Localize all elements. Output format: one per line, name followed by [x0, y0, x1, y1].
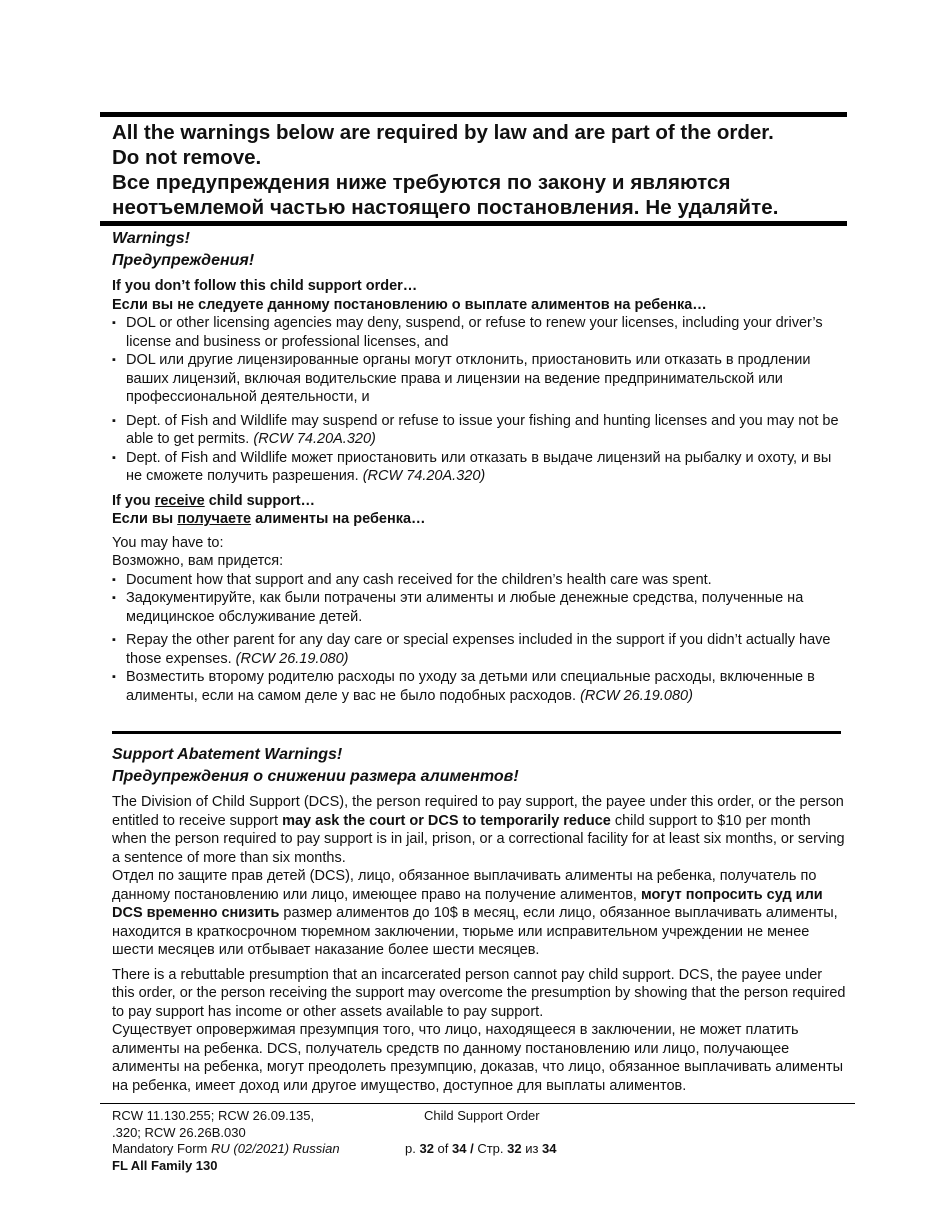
footer-rcw-line2: .320; RCW 26.26B.030: [112, 1124, 246, 1140]
abatement-p2-en: There is a rebuttable presumption that an incarcerated person cannot pay child support. DCS, the payee under this order, or the person receiving the support may overcome the presumption by showing that the person required to pay support has income or other assets available to pay support.: [112, 966, 846, 1020]
warnings-title-en: Warnings!: [112, 230, 190, 247]
bullet-repay-ru: Возместить второму родителю расходы по уходу за детьми или специальные расходы, включенные в алименты, если на самом деле у вас не было подобных расходов.: [126, 669, 815, 704]
list-item: [112, 571, 847, 590]
bullet-fish-en: Dept. of Fish and Wildlife may suspend or refuse to issue your fishing and hunting licenses and you may not be able to get permits.: [126, 412, 839, 447]
list-item: [112, 589, 847, 626]
section-divider: [112, 731, 841, 734]
banner-ru-line1: Все предупреждения ниже требуются по закону и являются: [112, 171, 731, 194]
footer-left: [112, 1108, 412, 1174]
list-item: [112, 631, 847, 668]
list-item: [112, 412, 847, 449]
footer-form-id: FL All Family 130: [112, 1157, 218, 1173]
abatement-title-ru: Предупреждения о снижении размера алиментов!: [112, 768, 519, 785]
bullet-repay-en: Repay the other parent for any day care or special expenses included in the support if you didn’t actually have those expenses.: [126, 632, 831, 667]
abatement-title-en: Support Abatement Warnings!: [112, 746, 343, 763]
bullet-document-ru: Задокументируйте, как были потрачены эти алименты и любые денежные средства, полученные на медицинское обслуживание детей.: [126, 590, 804, 625]
bullet-dol-en: DOL or other licensing agencies may deny, suspend, or refuse to renew your licenses, including your driver’s license and business or professional licenses, and: [126, 315, 823, 350]
bullet-dol-ru: DOL или другие лицензированные органы могут отклонить, приостановить или отказать в продлении ваших лицензий, включая водительские права и лицензии на ведение предпринимательской или профессиональной деятельности, и: [126, 352, 811, 405]
page-footer: [100, 1103, 855, 1173]
footer-page-number: p. 32 of 34 / Стр. 32 из 34: [405, 1141, 557, 1156]
warnings-section: [112, 228, 847, 705]
dont-follow-en: If you don’t follow this child support order…: [112, 278, 418, 294]
dont-follow-ru: Если вы не следуете данному постановлению о выплате алиментов на ребенка…: [112, 296, 707, 313]
receive-en: If you receive child support…: [112, 492, 316, 509]
abatement-p1-ru: Отдел по защите прав детей (DCS), лицо, обязанное выплачивать алименты на ребенка, получатель по данному постановлению или лицо, имеющее право на получение алиментов, могут попросить суд или DCS временно снизить размер алиментов до 10$ в месяц, если лицо, обязанное выплачивать алименты, находится в краткосрочном тюремном заключении, тюрьме или исправительном учреждении не менее шести месяцев или отбывает наказание более шести месяцев.: [112, 868, 838, 958]
list-item: [112, 449, 847, 486]
receive-list: [112, 571, 847, 706]
may-have-en: You may have to:: [112, 534, 224, 551]
banner-en-line1: All the warnings below are required by law and are part of the order.: [112, 121, 774, 144]
bullet-fish-en-ref: (RCW 74.20A.320): [253, 431, 376, 447]
consequence-list: [112, 314, 847, 486]
bullet-fish-ru: Dept. of Fish and Wildlife может приостановить или отказать в выдаче лицензий на рыбалку и охоту, и вы не сможете получить разрешения.: [126, 449, 832, 484]
receive-ru: Если вы получаете алименты на ребенка…: [112, 511, 426, 527]
bullet-fish-ru-ref: (RCW 74.20A.320): [362, 468, 486, 484]
banner-ru-line2: неотъемлемой частью настоящего постановления. Не удаляйте.: [112, 196, 779, 219]
list-item: [112, 668, 847, 705]
abatement-section: [112, 744, 847, 1095]
footer-rcw-line1: RCW 11.130.255; RCW 26.09.135,: [112, 1108, 315, 1123]
may-have-ru: Возможно, вам придется:: [112, 553, 284, 569]
bullet-repay-ru-ref: (RCW 26.19.080): [580, 687, 693, 704]
list-item: [112, 314, 847, 351]
bullet-document-en: Document how that support and any cash received for the children’s health care was spent.: [126, 571, 712, 588]
footer-mandatory: Mandatory Form RU (02/2021) Russian: [112, 1141, 340, 1156]
list-item: [112, 351, 847, 407]
banner-en-line2: Do not remove.: [112, 146, 262, 169]
banner-bottom-rule: [100, 221, 847, 226]
bullet-repay-en-ref: (RCW 26.19.080): [235, 650, 349, 667]
abatement-p1-en: The Division of Child Support (DCS), the person required to pay support, the payee under this order, or the person entitled to receive support may ask the court or DCS to temporarily reduce child support to $10 per month when the person required to pay support is in jail, prison, or a correctional facility for at least six months, or serving a sentence of more than six months.: [112, 794, 845, 866]
footer-doc-title: Child Support Order: [424, 1108, 540, 1123]
abatement-p2-ru: Существует опровержимая презумпция того, что лицо, находящееся в заключении, не может платить алименты на ребенка. DCS, получатель средств по данному постановлению или лицо, получающее алименты на ребенка, могут преодолеть презумпцию, доказав, что лицо, обязанное выплачивать алименты на ребенка, имеет доход или другое имущество, доступное для выплаты алиментов.: [112, 1022, 844, 1094]
warnings-title-ru: Предупреждения!: [112, 252, 255, 269]
warning-banner: [100, 112, 847, 226]
